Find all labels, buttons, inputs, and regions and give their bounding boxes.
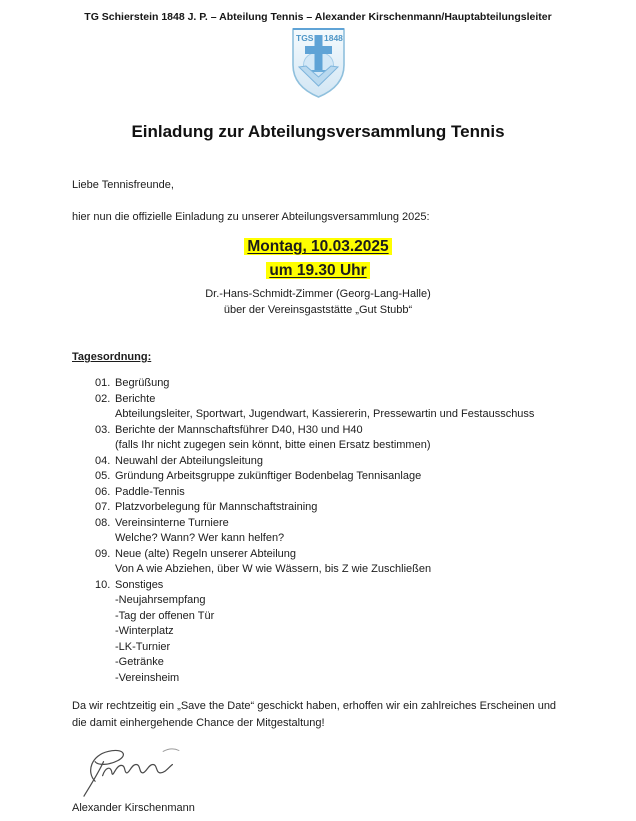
agenda-item: [95, 578, 596, 687]
agenda-item: [95, 485, 596, 501]
agenda-item-number: 01.: [95, 377, 111, 389]
closing-line-1: Da wir rechtzeitig ein „Save the Date“ geschickt haben, erhoffen wir ein zahlreiches Erscheinen und: [72, 700, 557, 712]
closing-paragraph: [72, 698, 584, 732]
salutation: Liebe Tennisfreunde,: [72, 179, 174, 191]
meeting-location: [0, 287, 636, 318]
agenda-item: [95, 454, 596, 470]
agenda-item-text: Berichte der Mannschaftsführer D40, H30 und H40 (falls Ihr nicht zugegen sein könnt, bitte einen Ersatz bestimmen): [115, 423, 431, 451]
meeting-time-highlight: um 19.30 Uhr: [266, 262, 369, 279]
agenda-item-text: Neuwahl der Abteilungsleitung: [115, 454, 263, 467]
agenda-heading: Tagesordnung:: [72, 351, 152, 363]
crest-cross-horizontal: [305, 46, 332, 54]
agenda-item-number: 05.: [95, 470, 111, 482]
letterhead: TG Schierstein 1848 J. P. – Abteilung Tennis – Alexander Kirschenmann/Hauptabteilungsleiter: [84, 11, 552, 23]
meeting-date-block: [0, 237, 636, 281]
agenda-item-text: Gründung Arbeitsgruppe zukünftiger Bodenbelag Tennisanlage: [115, 470, 422, 482]
agenda-item: [95, 469, 596, 485]
agenda-item-text: Neue (alte) Regeln unserer Abteilung Von A wie Abziehen, über W wie Wässern, bis Z wie Zuschließen: [115, 547, 432, 575]
agenda-item-number: 03.: [95, 423, 111, 436]
meeting-time: [0, 261, 636, 281]
signer-name: Alexander Kirschenmann: [72, 802, 195, 814]
location-venue: über der Vereinsgaststätte „Gut Stubb“: [223, 303, 413, 316]
agenda-item-text: Begrüßung: [115, 377, 170, 389]
agenda-item: [95, 516, 596, 547]
agenda-list: [95, 376, 596, 686]
agenda-item-text: Sonstiges -Neujahrsempfang -Tag der offenen Tür -Winterplatz -LK-Turnier -Getränke -Vereinsheim: [115, 578, 215, 684]
agenda-item-text: Platzvorbelegung für Mannschaftstraining: [115, 501, 318, 513]
page-title: Einladung zur Abteilungsversammlung Tennis: [131, 122, 505, 141]
agenda-item-number: 06.: [95, 485, 111, 498]
agenda-item-number: 02.: [95, 392, 111, 405]
agenda-item: [95, 392, 596, 423]
agenda-item-text: Vereinsinterne Turniere Welche? Wann? Wer kann helfen?: [115, 516, 285, 544]
agenda-item-number: 04.: [95, 454, 111, 467]
crest-icon: [290, 27, 347, 99]
agenda-item-number: 07.: [95, 501, 111, 513]
meeting-date-highlight: Montag, 10.03.2025: [244, 238, 391, 255]
closing-line-2: die damit einhergehende Chance der Mitgestaltung!: [72, 717, 325, 729]
agenda-item: [95, 423, 596, 454]
crest-right-text: 1848: [323, 33, 343, 43]
signature-image: [70, 744, 636, 798]
agenda-item-text: Paddle-Tennis: [115, 485, 185, 498]
tgs-crest-logo: [0, 27, 636, 99]
handwritten-signature-icon: [70, 744, 205, 798]
intro-line: hier nun die offizielle Einladung zu unserer Abteilungsversammlung 2025:: [72, 211, 430, 223]
agenda-item-number: 09.: [95, 547, 111, 560]
agenda-item-number: 10.: [95, 578, 111, 591]
location-room: Dr.-Hans-Schmidt-Zimmer (Georg-Lang-Halle): [205, 288, 431, 300]
agenda-item-text: Berichte Abteilungsleiter, Sportwart, Jugendwart, Kassiererin, Pressewartin und Festausschuss: [115, 392, 535, 420]
meeting-date: [0, 237, 636, 257]
agenda-item: [95, 376, 596, 392]
agenda-item-number: 08.: [95, 516, 111, 529]
crest-left-text: TGS: [295, 33, 313, 43]
agenda-item: [95, 547, 596, 578]
agenda-item: [95, 500, 596, 516]
